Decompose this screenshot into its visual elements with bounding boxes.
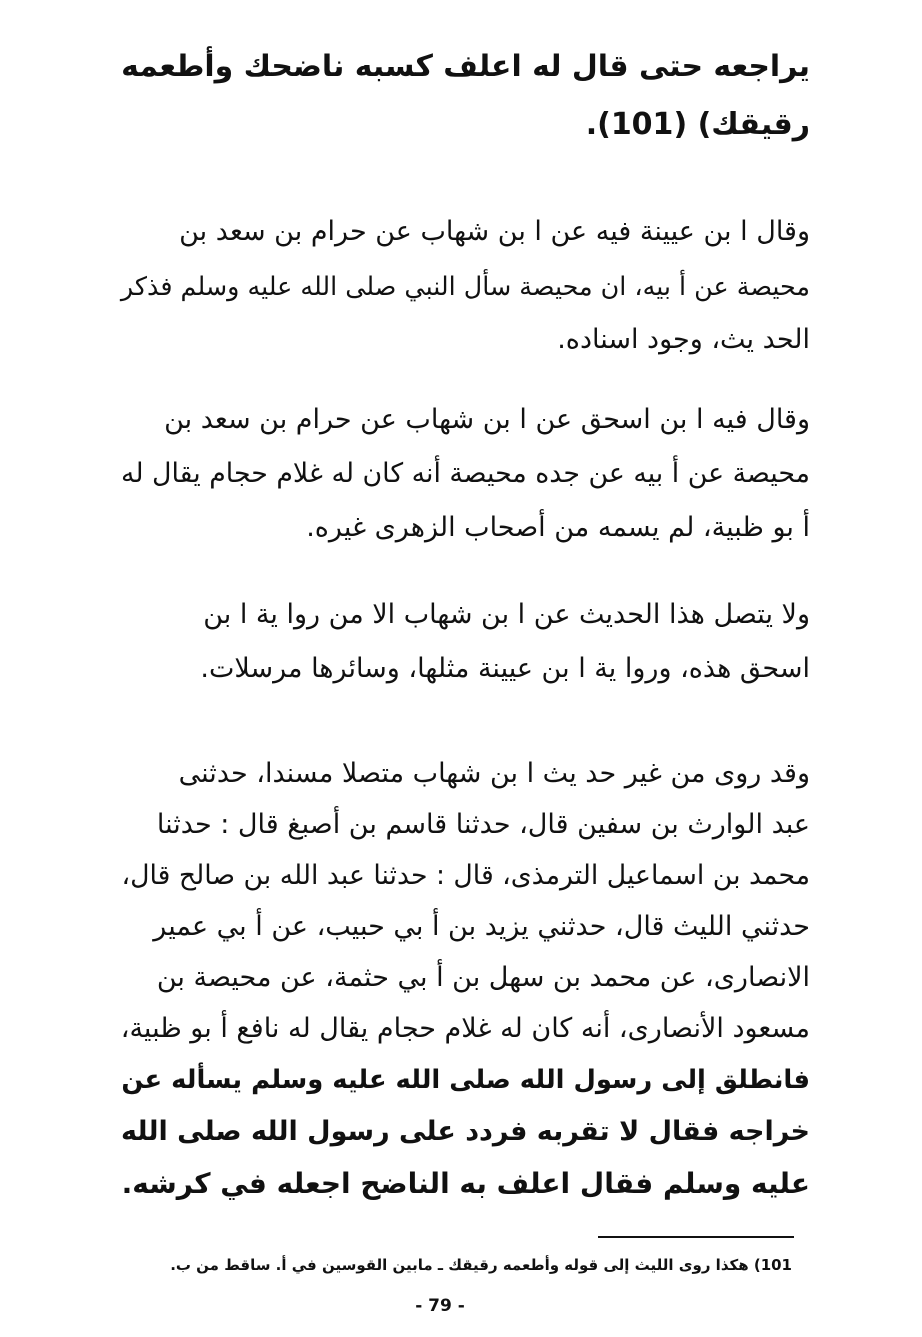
text-line: اسحق هذه، وروا ية ا بن عيينة مثلها، وسائرها مرسلات. <box>200 653 810 684</box>
paragraph-2 <box>120 205 810 367</box>
paragraph-1 <box>120 38 810 154</box>
paragraph-3 <box>120 393 810 555</box>
footnote-separator <box>598 1236 794 1238</box>
text-line: وقد روى من غير حد يث ا بن شهاب متصلا مسندا، حدثنى <box>178 758 810 789</box>
text-line: محيصة عن أ بيه، ان محيصة سأل النبي صلى الله عليه وسلم فذكر <box>120 271 810 301</box>
text-line: محمد بن اسماعيل الترمذى، قال : حدثنا عبد الله بن صالح قال، <box>121 860 810 891</box>
text-line: ولا يتصل هذا الحديث عن ا بن شهاب الا من روا ية ا بن <box>203 599 810 630</box>
text-line: عبد الوارث بن سفين قال، حدثنا قاسم بن أصبغ قال : حدثنا <box>156 809 810 840</box>
bold-text-line: عليه وسلم فقال اعلف به الناضح اجعله في كرشه. <box>121 1167 810 1200</box>
text-line: محيصة عن أ بيه عن جده محيصة أنه كان له غلام حجام يقال له <box>120 458 810 489</box>
text-line: رقيقك) (101). <box>585 107 810 142</box>
text-line: حدثني الليث قال، حدثني يزيد بن أ بي حبيب، عن أ بي عمير <box>153 911 810 942</box>
text-line: الحد يث، وجود اسناده. <box>557 324 810 355</box>
text-line: وقال ا بن عيينة فيه عن ا بن شهاب عن حرام بن سعد بن <box>179 216 810 247</box>
bold-text-line: فانطلق إلى رسول الله صلى الله عليه وسلم يسأله عن <box>121 1065 810 1095</box>
page-number: - 79 - <box>415 1296 465 1316</box>
text-line: أ بو ظبية، لم يسمه من أصحاب الزهرى غيره. <box>306 512 810 543</box>
paragraph-5 <box>120 748 810 1210</box>
footnote: 101) هكذا روى الليث إلى قوله وأطعمه رقيقك ـ مابين القوسين في أ. ساقط من ب. <box>170 1256 792 1274</box>
text-line: الانصارى، عن محمد بن سهل بن أ بي حثمة، عن محيصة بن <box>156 962 810 993</box>
text-line: يراجعه حتى قال له اعلف كسبه ناضحك وأطعمه <box>121 49 810 84</box>
text-line: مسعود الأنصارى، أنه كان له غلام حجام يقال له نافع أ بو ظبية، <box>120 1013 810 1044</box>
text-line: وقال فيه ا بن اسحق عن ا بن شهاب عن حرام بن سعد بن <box>164 404 810 435</box>
paragraph-4 <box>120 588 810 696</box>
bold-text-line: خراجه فقال لا تقربه فردد على رسول الله صلى الله <box>120 1116 810 1147</box>
